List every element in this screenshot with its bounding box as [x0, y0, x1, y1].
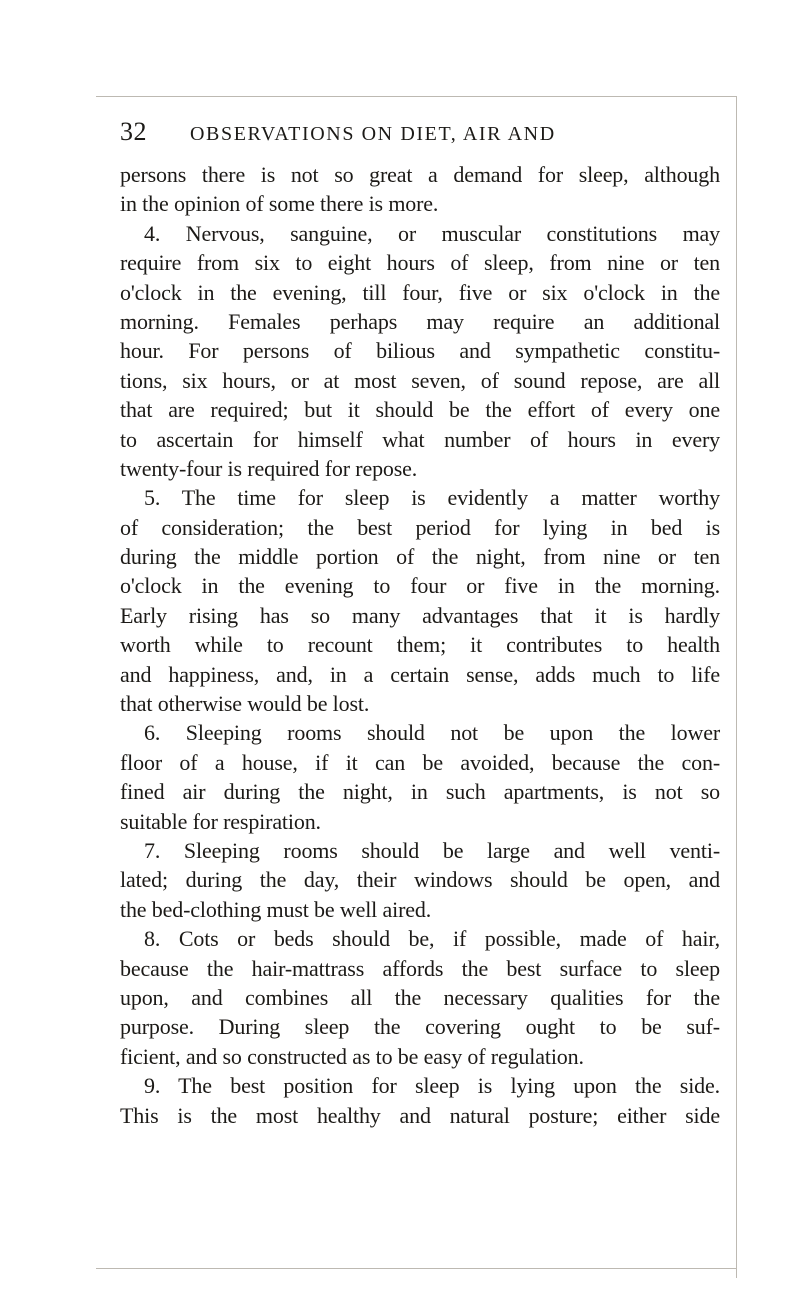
text-line: 8. Cots or beds should be, if possible, made of hair,	[144, 926, 720, 952]
text-line: and happiness, and, in a certain sense, adds much to life	[120, 661, 720, 687]
text-line: hour. For persons of bilious and sympathetic constitu-	[120, 338, 720, 364]
text-line: This is the most healthy and natural posture; either side	[120, 1102, 720, 1128]
text-line: to ascertain for himself what number of hours in every	[120, 426, 720, 452]
page-edge-bottom	[96, 1268, 736, 1269]
page-header	[120, 117, 720, 147]
text-line: twenty-four is required for repose.	[120, 455, 418, 481]
text-line: because the hair-mattrass affords the best surface to sleep	[120, 955, 720, 981]
page-number: 32	[120, 117, 147, 146]
text-line: morning. Females perhaps may require an additional	[120, 308, 720, 334]
text-line: tions, six hours, or at most seven, of sound repose, are all	[120, 367, 720, 393]
text-line: ficient, and so constructed as to be easy of regulation.	[120, 1043, 584, 1069]
text-line: 7. Sleeping rooms should be large and well venti-	[144, 837, 720, 863]
text-line: the bed-clothing must be well aired.	[120, 896, 432, 922]
text-line: o'clock in the evening to four or five in the morning.	[120, 573, 720, 599]
body-text	[120, 160, 720, 1130]
text-line: floor of a house, if it can be avoided, because the con-	[120, 749, 720, 775]
text-line: o'clock in the evening, till four, five or six o'clock in the	[120, 279, 720, 305]
page-edge-right	[736, 96, 737, 1278]
text-line: purpose. During sleep the covering ought to be suf-	[120, 1014, 720, 1040]
text-line: require from six to eight hours of sleep, from nine or ten	[120, 250, 720, 276]
text-line: of consideration; the best period for lying in bed is	[120, 514, 720, 540]
text-line: Early rising has so many advantages that it is hardly	[120, 602, 720, 628]
text-line: worth while to recount them; it contributes to health	[120, 632, 720, 658]
text-line: upon, and combines all the necessary qualities for the	[120, 984, 720, 1010]
running-head: OBSERVATIONS ON DIET, AIR AND	[190, 123, 556, 145]
text-line: fined air during the night, in such apartments, is not so	[120, 779, 720, 805]
text-line: 6. Sleeping rooms should not be upon the lower	[144, 720, 720, 746]
text-line: that otherwise would be lost.	[120, 691, 370, 717]
text-line: 9. The best position for sleep is lying upon the side.	[144, 1073, 720, 1099]
text-line: 5. The time for sleep is evidently a matter worthy	[144, 485, 720, 511]
text-line: lated; during the day, their windows should be open, and	[120, 867, 720, 893]
page-edge-top	[96, 96, 736, 97]
text-line: persons there is not so great a demand for sleep, although	[120, 162, 720, 187]
text-line: 4. Nervous, sanguine, or muscular constitutions may	[144, 220, 720, 246]
text-line: during the middle portion of the night, from nine or ten	[120, 544, 720, 570]
text-line: in the opinion of some there is more.	[120, 191, 439, 217]
text-line: suitable for respiration.	[120, 808, 321, 834]
text-line: that are required; but it should be the effort of every one	[120, 397, 720, 423]
